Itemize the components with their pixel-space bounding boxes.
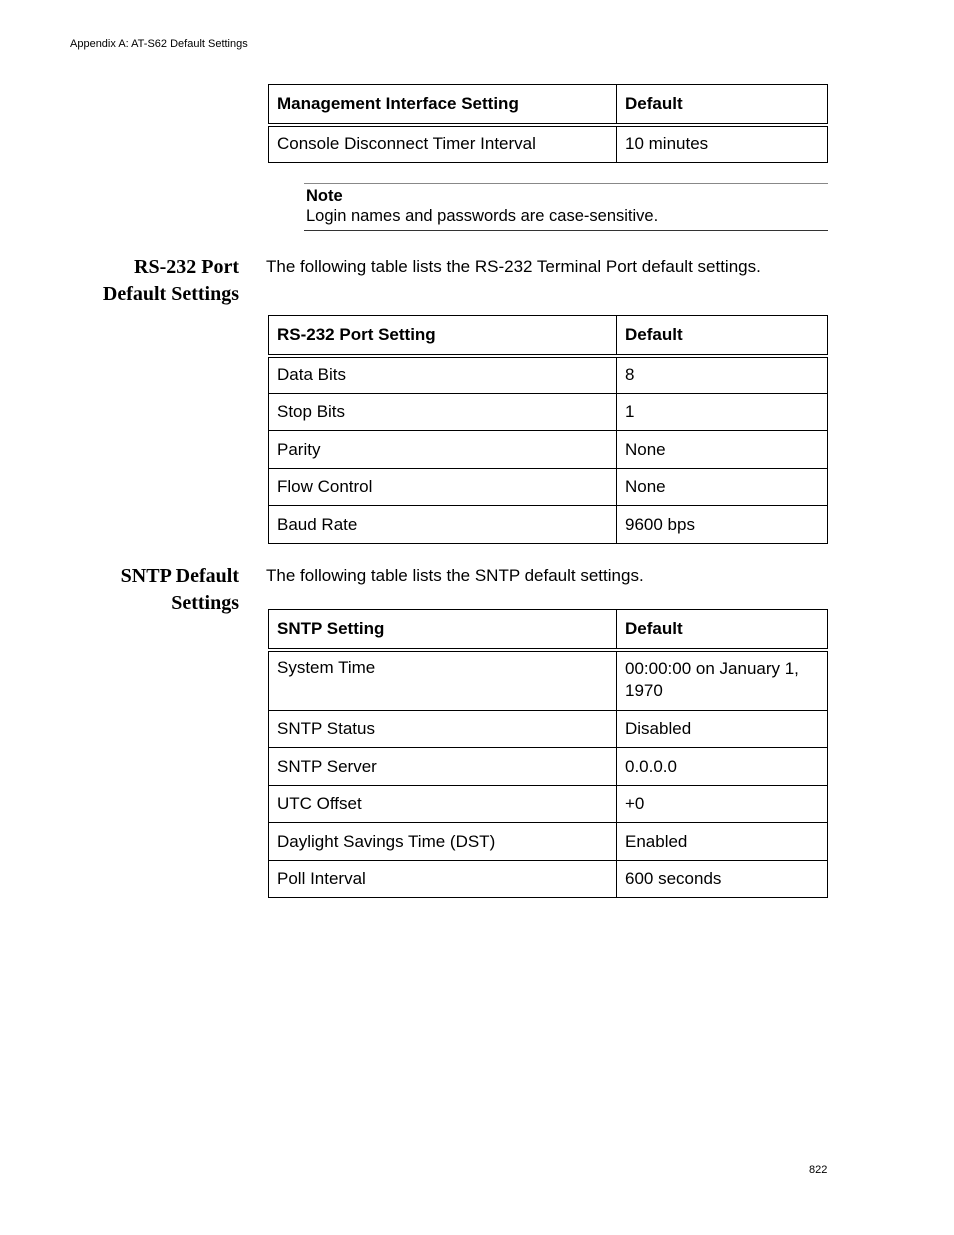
column-header: Default (617, 610, 828, 650)
table-cell: Baud Rate (269, 506, 617, 544)
management-settings-table (268, 84, 828, 163)
table-row (269, 748, 828, 786)
table-cell: Disabled (617, 711, 828, 748)
table-row (269, 861, 828, 898)
table-row (269, 356, 828, 394)
table-row (269, 823, 828, 861)
column-header: Default (617, 85, 828, 125)
table-cell: System Time (269, 650, 617, 711)
section-heading-rs232 (60, 254, 239, 308)
table-cell: 8 (617, 356, 828, 394)
table-cell: Poll Interval (269, 861, 617, 898)
table-cell: 9600 bps (617, 506, 828, 544)
table-cell: Enabled (617, 823, 828, 861)
table-row (269, 650, 828, 711)
table-cell: 10 minutes (617, 125, 828, 163)
sntp-intro-text: The following table lists the SNTP default settings. (266, 566, 644, 585)
column-header: Default (617, 316, 828, 356)
rs232-intro-text: The following table lists the RS-232 Terminal Port default settings. (266, 257, 761, 276)
heading-line: Default Settings (102, 283, 239, 305)
note-box (304, 183, 828, 231)
table-row (269, 125, 828, 163)
page-header: Appendix A: AT-S62 Default Settings (70, 38, 248, 50)
column-header: SNTP Setting (269, 610, 617, 650)
table-header-row (269, 85, 828, 125)
table-row (269, 394, 828, 431)
table-cell: 1 (617, 394, 828, 431)
table-row (269, 431, 828, 469)
note-text: Login names and passwords are case-sensitive. (306, 207, 659, 225)
heading-line: SNTP Default (120, 565, 239, 587)
table-cell: 00:00:00 on January 1, 1970 (617, 650, 828, 711)
table-cell: 0.0.0.0 (617, 748, 828, 786)
column-header: RS-232 Port Setting (269, 316, 617, 356)
table-cell: 600 seconds (617, 861, 828, 898)
table-row (269, 711, 828, 748)
table-row (269, 786, 828, 823)
heading-line: Settings (171, 592, 239, 614)
table-cell: SNTP Status (269, 711, 617, 748)
rs232-settings-table (268, 315, 828, 544)
sntp-settings-table (268, 609, 828, 898)
table-cell: UTC Offset (269, 786, 617, 823)
table-cell: Parity (269, 431, 617, 469)
table-cell: Console Disconnect Timer Interval (269, 125, 617, 163)
table-header-row (269, 610, 828, 650)
table-cell: Stop Bits (269, 394, 617, 431)
section-heading-sntp (60, 563, 239, 617)
table-header-row (269, 316, 828, 356)
table-cell: +0 (617, 786, 828, 823)
table-cell: None (617, 469, 828, 506)
heading-line: RS-232 Port (134, 256, 239, 278)
note-title: Note (306, 187, 343, 205)
table-cell: Daylight Savings Time (DST) (269, 823, 617, 861)
table-cell: Flow Control (269, 469, 617, 506)
table-cell: None (617, 431, 828, 469)
page-number: 822 (809, 1164, 828, 1176)
column-header: Management Interface Setting (269, 85, 617, 125)
table-row (269, 469, 828, 506)
table-cell: SNTP Server (269, 748, 617, 786)
table-cell: Data Bits (269, 356, 617, 394)
table-row (269, 506, 828, 544)
